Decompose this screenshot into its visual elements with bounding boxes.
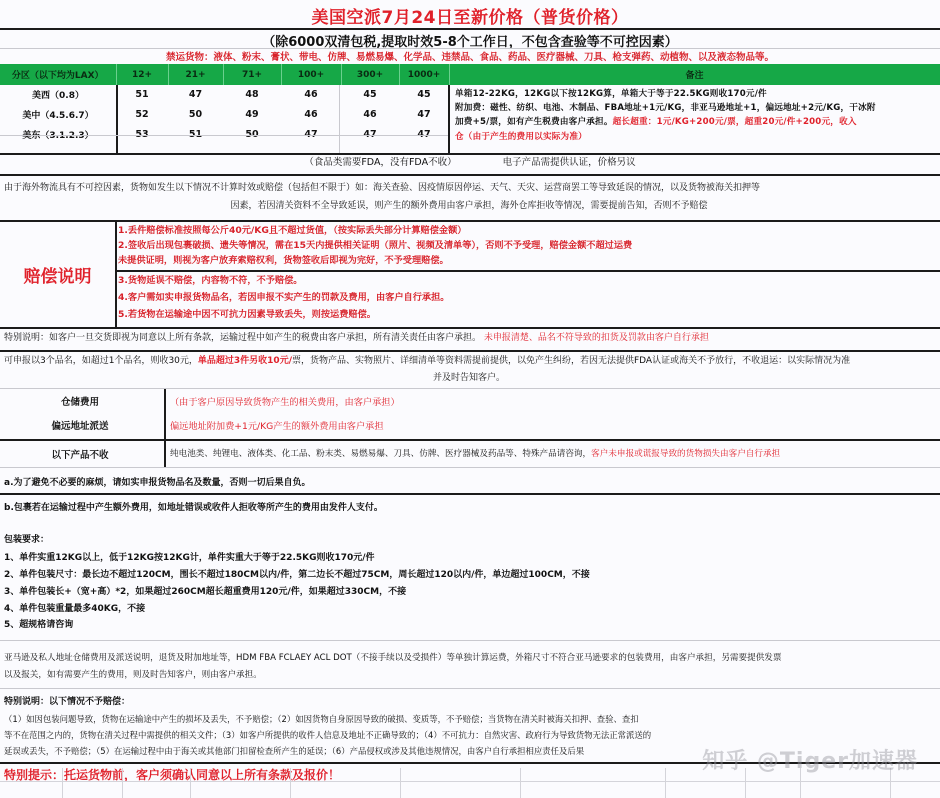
- price-table-header: [0, 64, 940, 85]
- divider: [0, 493, 940, 495]
- price-cell: 46: [304, 108, 318, 120]
- billing-note-line: 并及时告知客户。: [432, 373, 505, 383]
- column-header-12: 12+: [116, 64, 168, 85]
- fda-note-right: 电子产品需提供认证，价格另议: [502, 157, 636, 168]
- service-note-line: 以及报关，如有需要产生的费用，则及时告知客户，则由客户承担。: [4, 670, 262, 680]
- price-cell: 46: [304, 89, 318, 101]
- special-notes-line: （1）如因包装问题导致，货物在运输途中产生的损坏及丢失，不予赔偿；（2）如因货物自身原因导致的破损、变质等，不予赔偿；当货物在清关时被海关扣押、查验、查扣: [4, 714, 639, 724]
- fee-value-remote: 偏远地址附加费+1元/KG产生的额外费用由客户承担: [170, 421, 384, 432]
- fee-label-storage: 仓储费用: [60, 397, 99, 408]
- service-note-line: 亚马逊及私人地址仓储费用及派送说明，退货及附加地址等，HDM FBA FCLAEY ACL DOT（不接手续以及受损件）等单独计算运费，外箱尺寸不符合亚马逊要求的包装费用，由客户承担，另需要提供发票: [4, 653, 782, 663]
- divider: [0, 327, 940, 329]
- price-cell: 45: [363, 89, 377, 101]
- price-cell: 50: [245, 128, 259, 140]
- grid-line: [520, 768, 521, 798]
- price-cell: 52: [135, 108, 149, 120]
- price-cell: 48: [245, 89, 259, 101]
- grid-line: [665, 768, 666, 798]
- note-b: b.包裹若在运输过程中产生额外费用，如地址错误或收件人拒收等所产生的费用由发件人支付。: [4, 503, 383, 513]
- compensation-item: 4.客户需如实申报货物品名，若因申报不实产生的罚款及费用，由客户自行承担。: [118, 292, 450, 303]
- price-cell: 46: [363, 108, 377, 120]
- price-cell: 51: [188, 128, 203, 140]
- grid-line: [122, 768, 123, 798]
- compensation-item: 3.货物延误不赔偿，内容物不符，不予赔偿。: [118, 275, 303, 286]
- note-a: a.为了避免不必要的麻烦，请如实申报货物品名及数量，否则一切后果自负。: [4, 478, 311, 488]
- divider: [0, 640, 940, 641]
- compensation-item: 2.签收后出现包裹破损、遗失等情况，需在15天内提供相关证明（照片、视频及清单等），否则不予受理，赔偿金额不超过运费: [118, 240, 633, 251]
- billing-text: 票，货物产品、实物照片、详细清单等资料需提前提供，以免产生纠纷，若因无法提供FDA认证或海关不予放行，不收退运：以实际情况为准: [291, 356, 851, 366]
- price-cell: 50: [188, 108, 203, 120]
- packing-item: 5、超规格请咨询: [4, 620, 74, 630]
- divider: [116, 85, 118, 153]
- grid-line: [62, 768, 63, 798]
- remark-text: 加费+5/票，如有产生税费由客户承担。: [455, 117, 613, 128]
- price-cell: 47: [363, 128, 377, 140]
- divider: [0, 28, 940, 30]
- divider: [0, 467, 940, 468]
- column-header-100: 100+: [281, 64, 341, 85]
- compensation-item: 1.丢件赔偿标准按照每公斤40元/KG且不超过货值，（按实际丢失部分计算赔偿金额）: [118, 225, 467, 236]
- divider: [164, 389, 166, 467]
- fee-label-remote: 偏远地址派送: [51, 421, 109, 432]
- fee-label-excluded: 以下产品不收: [51, 450, 109, 461]
- fda-note: [0, 155, 940, 171]
- special-notes-line: 等不在范围之内的，货物在清关过程中需提供的相关文件；（3）如客户所提供的收件人信息及地址不正确导致的；（4）不可抗力：自然灾害、政府行为导致货物无法正常派送的: [4, 730, 652, 740]
- divider: [0, 439, 940, 441]
- grid-line: [290, 768, 291, 798]
- remark-line: 单箱12-22KG，12KG以下按12KG算，单箱大于等于22.5KG则收170元/件: [455, 89, 767, 99]
- fee-value-excluded: [170, 447, 780, 459]
- special-notes-heading: 特别说明：以下情况不予赔偿：: [4, 697, 131, 707]
- final-notice: 特别提示：托运货物前，客户须确认同意以上所有条款及报价！: [4, 768, 341, 782]
- price-cell: 49: [245, 108, 259, 120]
- price-cell: 53: [135, 128, 149, 140]
- zone-cell: 美中（4.5.6.7）: [22, 110, 94, 121]
- price-cell: 45: [417, 89, 431, 101]
- excluded-red-text: 客户未申报或谎报导致的货物损失由客户自行承担: [591, 449, 781, 459]
- policy-paragraph-line: 因素，若因清关资料不全导致延误，则产生的额外费用由客户承担，海外仓库拒收等情况，需要提前告知，否则不予赔偿: [230, 201, 708, 211]
- divider: [115, 270, 940, 272]
- zone-cell: 美东（3.1.2.3）: [22, 130, 94, 141]
- grid-line: [400, 768, 401, 798]
- grid-line: [0, 781, 940, 782]
- billing-red-text: 单品超过3件另收10元/: [197, 356, 292, 366]
- column-header-300: 300+: [341, 64, 399, 85]
- packing-heading: 包装要求：: [4, 535, 50, 545]
- table-row: [0, 85, 940, 105]
- price-cell: 47: [304, 128, 318, 140]
- policy-paragraph-line: 由于海外物流具有不可控因素，货物如发生以下情况不计算时效或赔偿（包括但不限于）如：海关查验、因疫情原因停运、天气、天灾、运营商罢工等导致延误的情况，以及货物被海关扣押等: [4, 183, 761, 193]
- compensation-label: 赔偿说明: [23, 266, 92, 287]
- column-header-remarks: 备注: [449, 64, 940, 85]
- compensation-item: 未提供证明，则视为客户放弃索赔权利，货物签收后即视为完好，不予受理赔偿。: [118, 255, 449, 266]
- declaration-text: 特别说明：如客户一旦交货即视为同意以上所有条款，运输过程中如产生的税费由客户承担，所有清关责任由客户承担。: [4, 333, 482, 343]
- price-cell: 47: [188, 89, 203, 101]
- remark-line: 仓（由于产生的费用以实际为准）: [455, 131, 587, 142]
- divider: [0, 350, 940, 352]
- remarks-cell: [449, 85, 940, 144]
- divider: [0, 220, 940, 222]
- packing-item: 3、单件包装长+（宽+高）*2，如果超过260CM超长超重费用120元/件，如果超过330CM，不接: [4, 587, 407, 597]
- column-header-71: 71+: [223, 64, 281, 85]
- page-subtitle: （除6000双清包税,提取时效5-8个工作日，不包含查验等不可控因素）: [262, 35, 678, 50]
- divider: [0, 174, 940, 176]
- packing-item: 1、单件实重12KG以上，低于12KG按12KG计，单件实重大于等于22.5KG则收170元/件: [4, 553, 375, 563]
- page-title: 美国空派7月24日至新价格（普货价格）: [311, 8, 629, 28]
- watermark: 知乎 @Tiger加速器: [702, 749, 918, 774]
- compensation-item: 5.若货物在运输途中因不可抗力因素导致丢失，则按运费赔偿。: [118, 309, 376, 320]
- divider: [448, 85, 450, 153]
- special-notes-line: 延误或丢失，不予赔偿；（5）在运输过程中由于海关或其他部门扣留检查所产生的延误；（6）产品侵权或涉及其他违规情况，由客户自行承担相应责任及后果: [4, 746, 585, 756]
- declaration-red-text: 未申报清楚、品名不符导致的扣货及罚款由客户自行承担: [483, 333, 709, 343]
- fee-value-storage: （由于客户原因导致货物产生的相关费用，由客户承担）: [170, 397, 400, 408]
- remark-red-text: 超长超重：1元/KG+200元/票，超重20元/件+200元，收入: [612, 117, 857, 128]
- grid-line: [190, 768, 191, 798]
- packing-item: 2、单件包装尺寸：最长边不超过120CM，围长不超过180CM以内/件，第二边长不超过75CM，周长超过120以内/件，单边超过100CM，不接: [4, 570, 590, 580]
- remark-line: 附加费：磁性、纺织、电池、木制品、FBA地址+1元/KG，非亚马逊地址+1，偏远地址+2元/KG，干冰附: [455, 103, 876, 114]
- price-cell: 47: [417, 108, 431, 120]
- billing-note-line: [4, 353, 934, 369]
- fda-note-left: （食品类需要FDA，没有FDA不收）: [304, 157, 457, 168]
- column-header-zone: 分区（以下均为LAX）: [0, 64, 116, 85]
- banned-goods-notice: 禁运货物：液体、粉末、膏状、带电、仿牌、易燃易爆、化学品、违禁品、食品、药品、医疗器械、刀具、枪支弹药、动植物、以及液态物品等。: [165, 52, 774, 63]
- price-table: [0, 64, 940, 144]
- divider: [0, 388, 940, 389]
- excluded-text: 纯电池类、纯锂电、液体类、化工品、粉末类、易燃易爆、刀具、仿牌、医疗器械及药品等、特殊产品请咨询，: [170, 449, 592, 459]
- billing-text: 可申报以3个品名，如超过1个品名，则收30元，: [4, 356, 198, 366]
- divider: [115, 221, 117, 327]
- divider: [0, 135, 448, 136]
- column-header-21: 21+: [168, 64, 223, 85]
- column-header-1000: 1000+: [399, 64, 449, 85]
- packing-item: 4、单件包装重量最多40KG，不接: [4, 604, 146, 614]
- remark-line: [455, 115, 936, 129]
- price-cell: 51: [135, 89, 149, 101]
- divider: [339, 85, 340, 153]
- declaration-note: [4, 330, 934, 346]
- price-cell: 47: [417, 128, 431, 140]
- zone-cell: 美西（0.8）: [32, 91, 84, 102]
- divider: [0, 688, 940, 689]
